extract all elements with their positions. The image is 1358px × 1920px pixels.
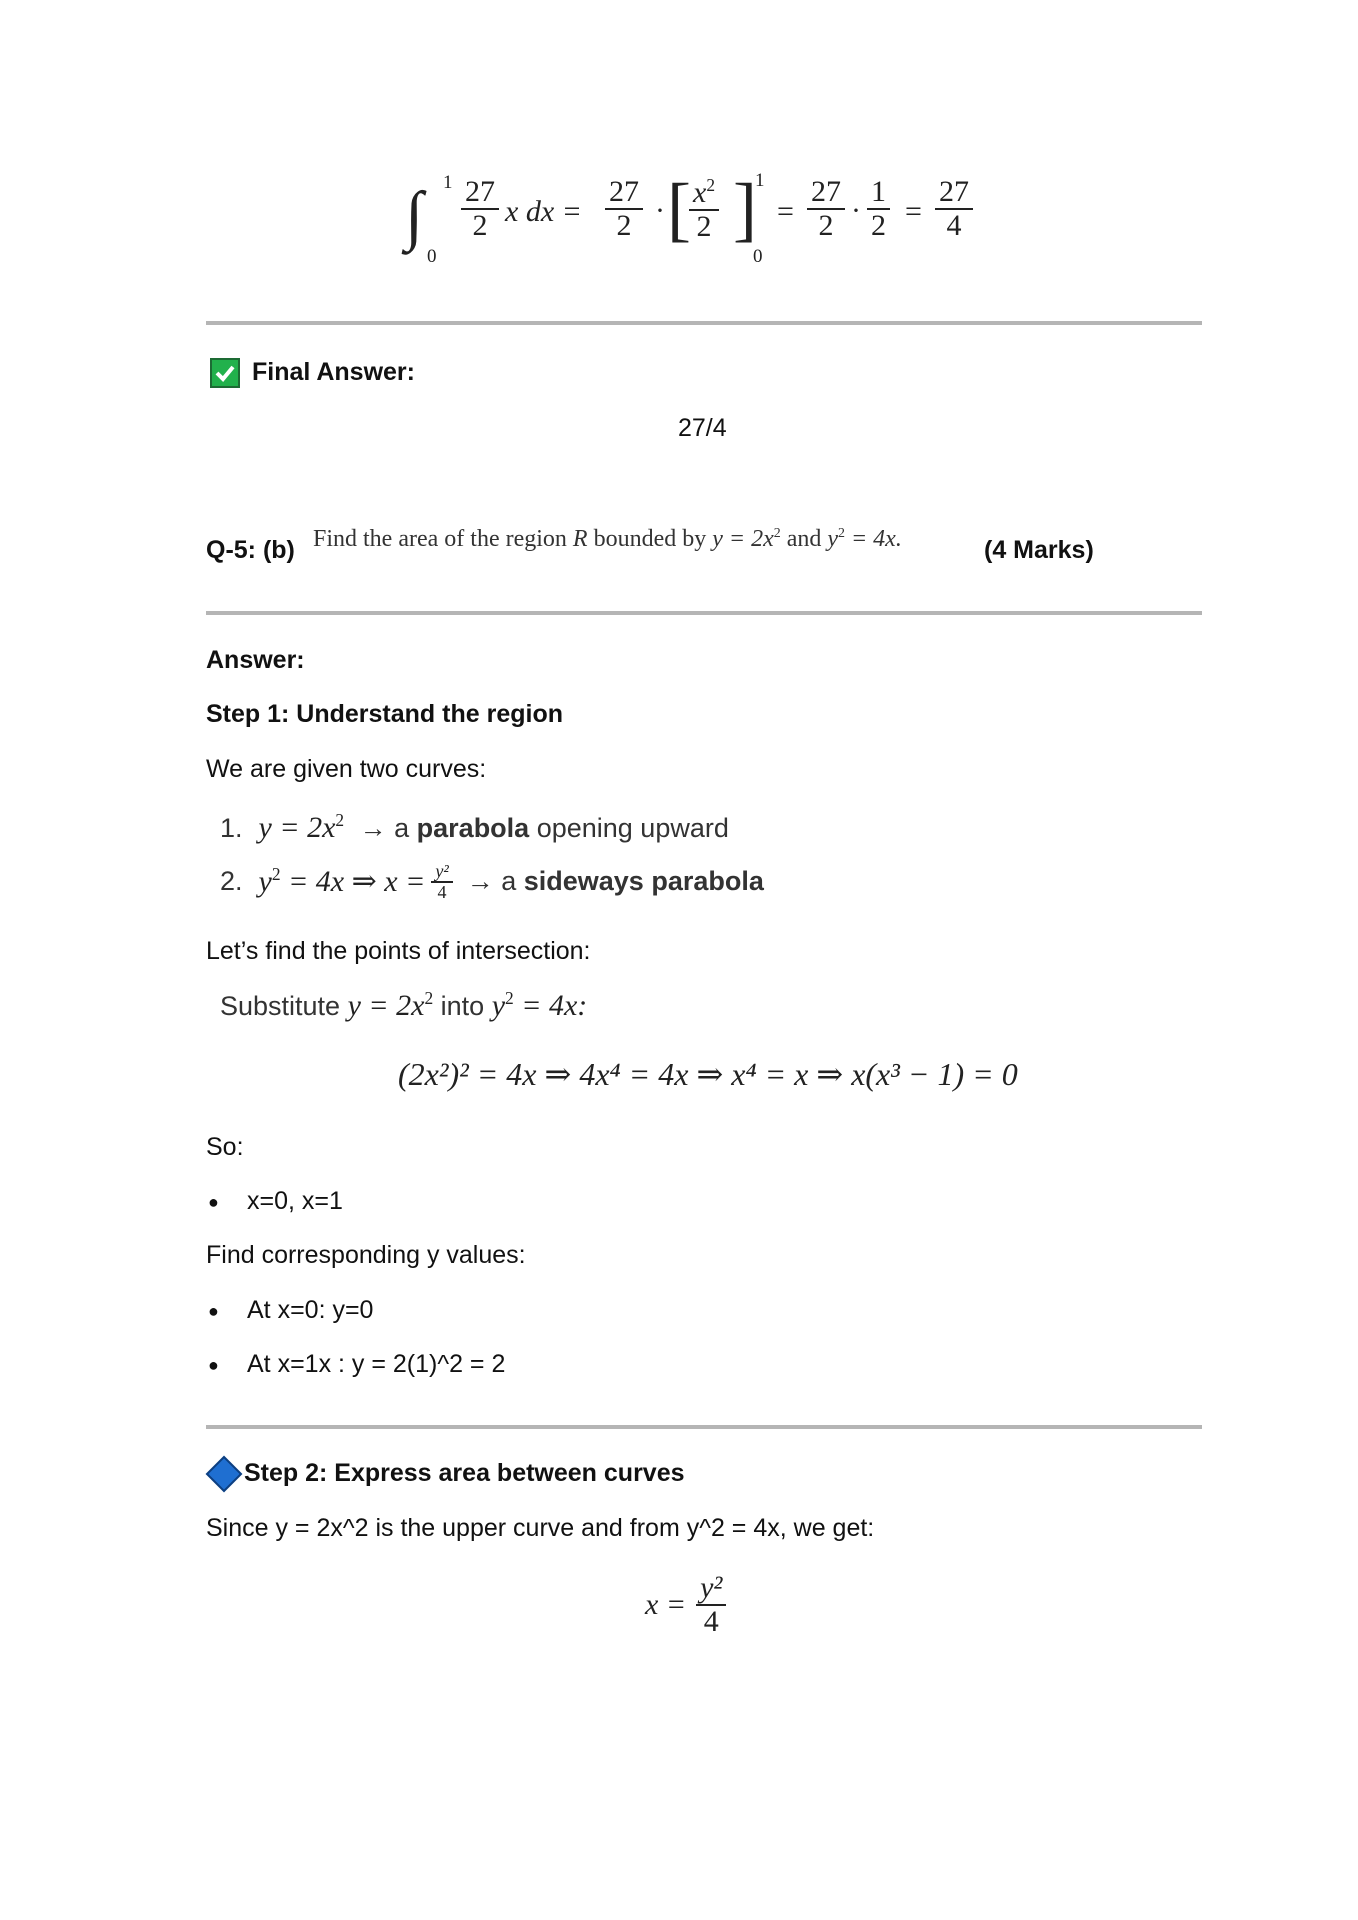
question-label: Q-5: (b)	[206, 536, 295, 564]
equals-2: =	[777, 195, 794, 228]
so-label: So:	[206, 1133, 244, 1161]
bullet-dot-3: ●	[208, 1355, 219, 1375]
curve1-line: 1. $y = 2x^2 \to a$ parabola opening upward	[220, 810, 729, 844]
final-answer-value: 27/4	[678, 414, 727, 442]
integral-equation	[405, 169, 1005, 272]
x-fraction: $\frac{\text{y²}}{4}$	[696, 1572, 726, 1637]
curve2-line: 2. $y^2 = 4x$ ⇒ x = $\frac{\text{y²}}{4}$ → a sideways parabola	[220, 861, 764, 902]
divider-2	[206, 611, 1202, 615]
diamond-icon	[206, 1456, 243, 1493]
dot-2: ·	[851, 194, 861, 227]
curve2-math: $y^2 = 4x$ ⇒ x =	[258, 864, 426, 899]
answer-label: Answer:	[206, 646, 305, 674]
bracket-upper: 1	[755, 170, 765, 191]
bullet-3: At x=1x : y = 2(1)^2 = 2	[247, 1350, 506, 1378]
question-marks: (4 Marks)	[984, 536, 1094, 564]
checkmark-glyph	[212, 360, 238, 386]
step1-title: Step 1: Understand the region	[206, 700, 563, 728]
integral-lower: 0	[427, 246, 437, 267]
find-y-label: Find corresponding y values:	[206, 1241, 526, 1269]
r2-fraction: $\frac{1}{2}$	[867, 176, 890, 241]
intersection-equation: (2x²)² = 4x ⇒ 4x⁴ = 4x ⇒ x⁴ = x ⇒ x(x³ − 1) = 0	[398, 1056, 1018, 1092]
substitute-line: Substitute $y = 2x^2$ into $y^2 = 4x$:	[220, 988, 588, 1022]
bracket-fraction: $\frac{x^2}{2}$	[689, 176, 719, 242]
final-answer-label: Final Answer:	[252, 358, 415, 386]
bullet-dot-2: ●	[208, 1301, 219, 1321]
integral-upper: 1	[443, 172, 453, 193]
bracket-lower: 0	[753, 246, 763, 267]
bullet-1: x=0, x=1	[247, 1187, 343, 1215]
r1-fraction: $\frac{27}{2}$	[807, 176, 845, 241]
dot-1: ·	[655, 194, 665, 227]
integral-sign: ∫	[405, 179, 424, 252]
bullet-dot-1: ●	[208, 1192, 219, 1212]
curve1-number: 1.	[220, 813, 243, 843]
question-text: Find the area of the region R bounded by $y = 2x^2$ and $y^2 = 4x$.	[313, 526, 902, 552]
equals-3: =	[905, 195, 922, 228]
curve2-number: 2.	[220, 866, 243, 897]
intersect-intro: Let’s find the points of intersection:	[206, 937, 591, 965]
integrand: x dx =	[505, 195, 582, 228]
x-equation: x = $\frac{\text{y²}}{4}$	[645, 1572, 726, 1637]
divider-1	[206, 321, 1202, 325]
step2-text: Since y = 2x^2 is the upper curve and from y^2 = 4x, we get:	[206, 1514, 875, 1542]
r3-fraction: $\frac{27}{4}$	[935, 176, 973, 241]
step2-title: Step 2: Express area between curves	[244, 1459, 685, 1487]
bullet-2: At x=0: y=0	[247, 1296, 374, 1324]
bracket-right: ]	[733, 169, 757, 249]
coef-fraction: $\frac{27}{2}$	[461, 176, 499, 241]
divider-3	[206, 1425, 1202, 1429]
curve2-fraction: $\frac{\text{y²}}{4}$	[431, 862, 452, 902]
bracket-left: [	[667, 169, 691, 249]
curve1-math: $y = 2x^2$	[258, 810, 345, 844]
check-icon	[210, 358, 240, 388]
coef2-fraction: $\frac{27}{2}$	[605, 176, 643, 241]
step1-intro: We are given two curves:	[206, 755, 487, 783]
